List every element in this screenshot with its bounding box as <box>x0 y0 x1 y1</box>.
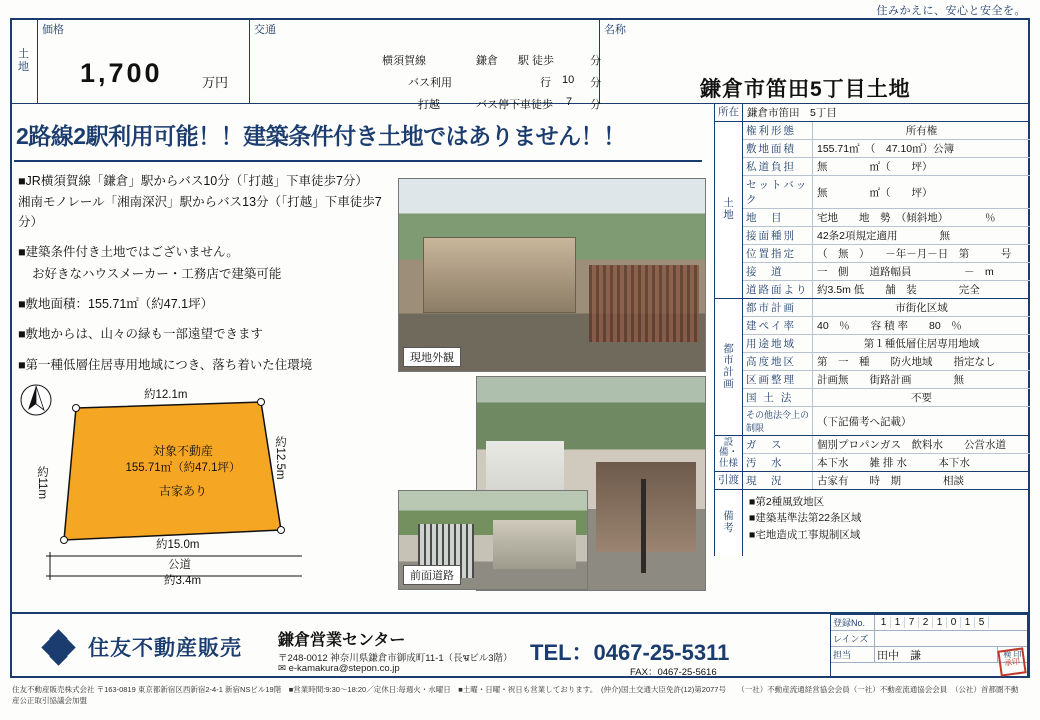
property-detail-table <box>714 104 1030 556</box>
reg-digit-3: 2 <box>919 617 933 628</box>
traffic-row-1-station: 鎌倉 <box>476 55 498 67</box>
cp-val-2: 第１種低層住居専用地域 <box>863 338 980 350</box>
cp-key-4: 区画整理 <box>743 371 813 388</box>
dl-val-0: 古家有 時 期 相談 <box>817 475 964 487</box>
dl-key-0: 現 況 <box>743 472 813 489</box>
reg-digit-0: 1 <box>877 617 891 628</box>
price-unit: 万円 <box>202 75 229 90</box>
plot-center-line2: 155.71㎡（約47.1坪） <box>125 462 241 474</box>
house-detail <box>596 462 696 551</box>
location-group <box>715 104 1030 122</box>
bullet-6: ■第一種低層住居専用地域につき、落ち着いた住環境 <box>18 357 313 372</box>
remark-0: ■第2種風致地区 <box>749 496 825 508</box>
equipment-rows <box>743 436 1030 471</box>
cp-key-5: 国 土 法 <box>743 389 813 406</box>
sales-center-name: 鎌倉営業センター <box>278 632 406 649</box>
bullet-3: お好きなハウスメーカー・工務店で建築可能 <box>32 266 282 281</box>
reg-digit-7: 5 <box>975 617 989 628</box>
plot-bottom-label: 約15.0m <box>156 539 200 551</box>
traffic-row-3-walk-label: バス停下車徒歩 <box>476 99 553 111</box>
reins-row <box>831 631 1027 647</box>
bullet-1: 湘南モノレール「湘南深沢」駅からバス13分（「打越」下車徒歩7分） <box>18 195 382 229</box>
plot-diagram <box>16 380 388 592</box>
name-label: 名称 <box>604 24 626 36</box>
company-brand-name: 住友不動産販売 <box>88 637 242 660</box>
land-val-8: 約3.5m 低 舗 装 完全 <box>817 284 980 296</box>
sales-center-email[interactable]: ✉ e-kamakura@stepon.co.jp <box>278 663 400 674</box>
price-value: 1,700 <box>80 58 163 88</box>
fax-number: FAX：0467-25-5616 <box>630 667 717 678</box>
bullet-0: ■JR横須賀線「鎌倉」駅からバス10分（「打越」下車徒歩7分） <box>18 174 368 188</box>
reg-digit-6: 1 <box>961 617 975 628</box>
photo-exterior-caption: 現地外観 <box>403 347 461 367</box>
traffic-row-3-walk-unit: 分 <box>590 99 601 111</box>
land-val-6: （ 無 ） －年－月－日 第 号 <box>817 248 1012 260</box>
delivery-section-label: 引渡 <box>715 472 743 489</box>
traffic-row-2-walk-val: 10 <box>562 74 575 86</box>
compass-icon <box>16 380 56 420</box>
registration-no-digits <box>875 617 1027 628</box>
reg-digit-5: 0 <box>947 617 961 628</box>
header-category-label: 土 地 <box>10 18 38 103</box>
lamp-post-detail <box>641 479 646 573</box>
land-key-7: 接 道 <box>743 263 813 280</box>
photo-front-road <box>398 490 588 590</box>
company-logo-icon <box>44 632 74 662</box>
hanko-stamp-icon: 承印 <box>997 647 1026 676</box>
land-val-0: 所有権 <box>905 125 938 137</box>
plot-road-width: 約3.4m <box>164 575 202 587</box>
eq-val-1: 本下水 雑 排 水 本下水 <box>817 457 970 469</box>
reg-digit-1: 1 <box>891 617 905 628</box>
registration-no-row <box>831 615 1027 631</box>
building-detail <box>493 520 576 569</box>
reg-digit-2: 7 <box>905 617 919 628</box>
staff-label: 担当 <box>831 647 875 662</box>
price-label: 価格 <box>42 24 64 36</box>
traffic-row-2-line: バス利用 <box>408 77 452 89</box>
cp-key-3: 高度地区 <box>743 353 813 370</box>
city-plan-section-label: 都 市 計 画 <box>715 299 743 435</box>
stamp-label: 検 印 <box>997 647 1027 662</box>
delivery-rows <box>743 472 1030 489</box>
traffic-row-3-line: 打越 <box>418 99 440 111</box>
traffic-row-3-walk-val: 7 <box>566 96 573 108</box>
traffic-row-2-walk-label: 行 <box>540 77 551 89</box>
remarks-section-label: 備 考 <box>715 490 743 556</box>
traffic-row-1-line: 横須賀線 <box>382 55 426 67</box>
remark-2: ■宅地造成工事規制区域 <box>749 528 861 541</box>
bullet-2: ■建築条件付き土地ではございません。 <box>18 245 239 260</box>
plot-top-label: 約12.1m <box>144 389 188 401</box>
cp-val-4: 計画無 街路計画 無 <box>817 374 964 386</box>
header-band <box>10 18 1030 111</box>
land-key-8: 道路面より <box>743 281 813 298</box>
photo-exterior-image <box>399 179 705 371</box>
traffic-row-1-walk-unit: 分 <box>590 55 601 67</box>
registration-box <box>830 614 1028 678</box>
land-key-5: 接面種別 <box>743 227 813 244</box>
registration-no-label: 登録No. <box>831 615 875 630</box>
city-plan-group <box>715 299 1030 436</box>
bullet-5: ■敷地からは、山々の緑も一部遠望できます <box>18 327 264 342</box>
equipment-group <box>715 436 1030 472</box>
catch-copy: 2路線2駅利用可能！！建築条件付き土地ではありません！！ <box>16 123 626 149</box>
remarks-body <box>743 490 1030 556</box>
location-value: 鎌倉市笛田 5丁目 <box>747 107 837 119</box>
traffic-row-2-walk-unit: 分 <box>590 77 601 89</box>
cp-val-3: 第 一 種 防火地域 指定なし <box>817 356 996 368</box>
land-val-7: 一 側 道路幅員 － m <box>817 266 994 278</box>
reins-label: レインズ <box>831 631 875 646</box>
plot-right-label: 約12.5m <box>274 436 286 480</box>
reg-digit-4: 1 <box>933 617 947 628</box>
cp-key-6: その他法令上の制限 <box>743 407 813 435</box>
company-slogan: 住みかえに、安心と安全を。 <box>876 5 1026 17</box>
land-section-label: 土 地 <box>715 122 743 298</box>
eq-key-1: 汚 水 <box>743 454 813 471</box>
remark-1: ■建築基準法第22条区域 <box>749 512 862 525</box>
eq-key-0: ガ ス <box>743 436 813 453</box>
telephone-number: TEL：0467-25-5311 <box>530 640 730 665</box>
legal-disclaimer: 住友不動産販売株式会社 〒163-0819 東京都新宿区西新宿2-4-1 新宿NSビル19階 ■営業時間:9:30〜18:20／定休日:毎週火・水曜日 ■土曜・日曜・祝日も営業しております。 (仲介)国土交通大臣免許(12)第2077号 （一社）不動産流通経営協会会員（一社）不動産流通協会会員 （公社）首都圏不動産公正取引協議会加盟 <box>12 685 1019 706</box>
land-key-1: 敷地面積 <box>743 140 813 157</box>
photo-exterior <box>398 178 706 372</box>
equipment-section-label: 設備・ 仕様 <box>715 436 743 471</box>
cp-val-5: 不要 <box>911 392 932 404</box>
bullet-4: ■敷地面積：155.71㎡（約47.1坪） <box>18 296 214 311</box>
traffic-row-1-walk-label: 駅 徒歩 <box>518 55 555 67</box>
cp-key-2: 用途地域 <box>743 335 813 352</box>
plot-center-line1: 対象不動産 <box>152 444 213 458</box>
land-group <box>715 122 1030 299</box>
cp-val-0: 市街化区域 <box>895 302 948 314</box>
land-val-3: 無 ㎡（ 坪） <box>817 186 933 199</box>
delivery-group <box>715 472 1030 490</box>
eq-val-0: 個別プロパンガス 飲料水 公営水道 <box>817 439 1006 451</box>
city-plan-rows <box>743 299 1030 435</box>
staff-value: 田中 謙 <box>877 649 921 662</box>
remarks-group <box>715 490 1030 556</box>
cp-val-6: （下記備考へ記載） <box>817 415 912 428</box>
plot-center-line3: 古家あり <box>158 484 207 498</box>
land-val-1: 155.71㎡ （ 47.10㎡）公簿 <box>817 143 955 155</box>
photo-front-road-caption: 前面道路 <box>403 565 461 585</box>
feature-bullets <box>18 172 398 386</box>
land-val-4: 宅地 地 勢 （傾斜地） ％ <box>817 212 996 224</box>
land-key-2: 私道負担 <box>743 158 813 175</box>
land-rows <box>743 122 1030 298</box>
land-key-3: セットバック <box>743 176 813 208</box>
cp-key-1: 建ぺイ率 <box>743 317 813 334</box>
land-key-6: 位置指定 <box>743 245 813 262</box>
land-val-2: 無 ㎡（ 坪） <box>817 161 933 173</box>
land-val-5: 42条2項規定適用 無 <box>817 230 951 242</box>
location-section-label: 所在 <box>715 104 743 121</box>
fence-detail <box>589 265 699 342</box>
property-title: 鎌倉市笛田5丁目土地 <box>700 78 911 101</box>
catch-divider <box>14 160 702 162</box>
plot-left-label: 約11m <box>36 466 48 500</box>
plot-road-label: 公道 <box>168 559 191 571</box>
sales-center-address: 〒248-0012 神奈川県鎌倉市御成町11-1（長भ्रビル3階） <box>278 653 513 664</box>
cp-key-0: 都市計画 <box>743 299 813 316</box>
cp-val-1: 40 ％ 容 積 率 80 ％ <box>817 320 962 332</box>
land-key-4: 地 目 <box>743 209 813 226</box>
land-key-0: 権利形態 <box>743 122 813 139</box>
traffic-label: 交通 <box>254 24 276 36</box>
